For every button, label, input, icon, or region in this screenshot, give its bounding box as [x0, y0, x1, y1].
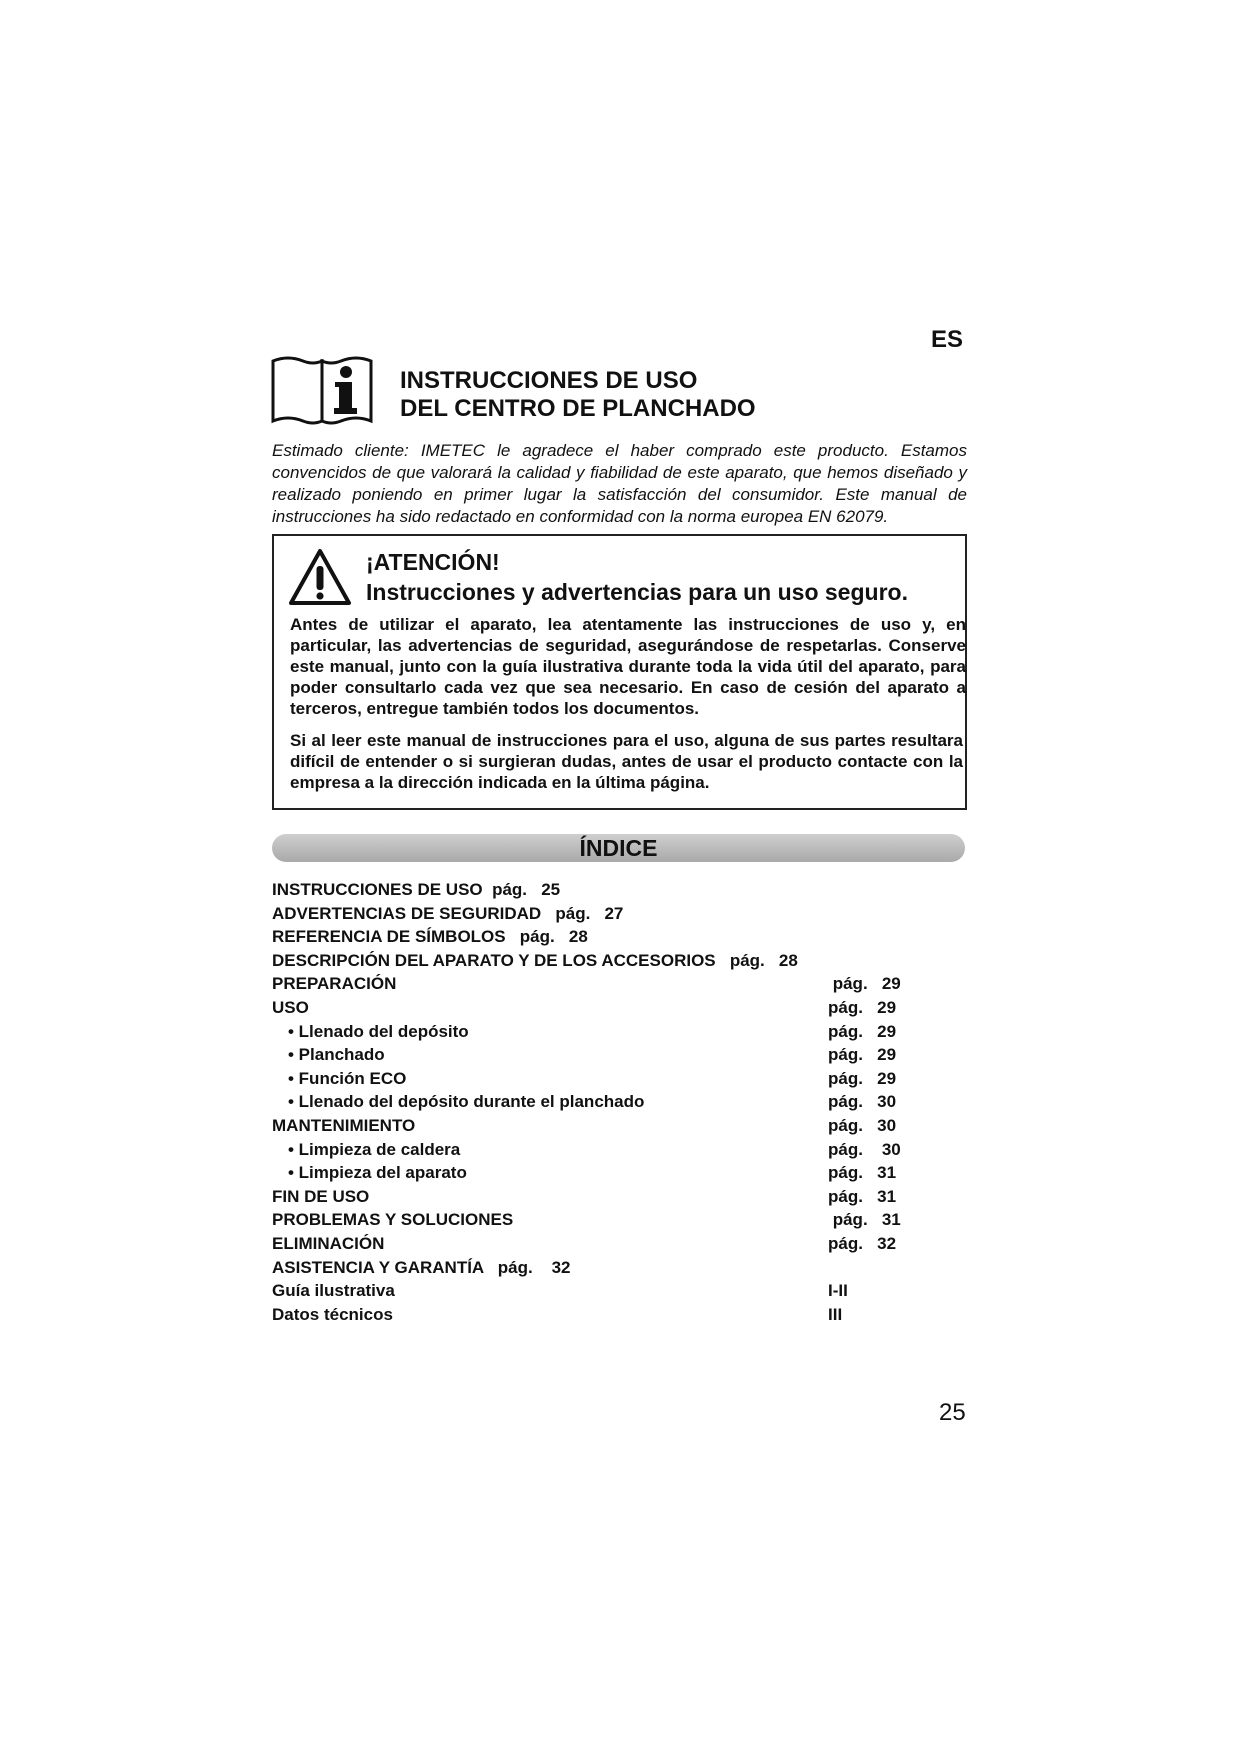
toc-entry: [272, 1022, 972, 1046]
toc-entry-page: pág. 29: [828, 1068, 897, 1088]
toc-entry-label: ASISTENCIA Y GARANTÍA pág. 32: [272, 1257, 571, 1277]
manual-info-icon: [270, 355, 375, 427]
toc-entry-label: Datos técnicos: [272, 1304, 393, 1324]
toc-entry-label: Guía ilustrativa: [272, 1281, 395, 1301]
toc-entry-label: • Planchado: [288, 1045, 385, 1065]
toc-entry-page: pág. 32: [828, 1233, 897, 1253]
index-heading: ÍNDICE: [272, 834, 965, 862]
toc-entry-page: pág. 30: [828, 1139, 901, 1159]
toc-entry: [272, 1092, 972, 1116]
toc-entry-label: PREPARACIÓN: [272, 974, 397, 994]
toc-entry-label: FIN DE USO: [272, 1186, 370, 1206]
toc-entry-label: ELIMINACIÓN: [272, 1233, 385, 1253]
toc-entry: [272, 998, 972, 1022]
toc-entry-page: pág. 29: [828, 974, 901, 994]
toc-entry-label: • Llenado del depósito: [288, 1021, 469, 1041]
warning-paragraph-1: Antes de utilizar el aparato, lea atentamente las instrucciones de uso y, en particular, las advertencias de seguridad, asegurándose de respetarlas. Conserve este manual, junto con la guía ilustrativa durante toda la vida útil del aparato, para poder consultarlo cada vez que sea necesario. En caso de cesión del aparato a terceros, entregue también todos los documentos.: [290, 615, 966, 718]
toc-entry: [272, 880, 972, 904]
toc-entry-page: pág. 31: [828, 1163, 897, 1183]
page-number: 25: [939, 1399, 966, 1426]
title-line-1: INSTRUCCIONES DE USO: [400, 367, 698, 394]
toc-entry-page: pág. 30: [828, 1115, 897, 1135]
toc-entry: [272, 1187, 972, 1211]
toc-entry: [272, 1116, 972, 1140]
toc-entry: [272, 927, 972, 951]
toc-entry-page: pág. 29: [828, 1045, 897, 1065]
toc-entry-label: ADVERTENCIAS DE SEGURIDAD pág. 27: [272, 903, 624, 923]
title-line-2: DEL CENTRO DE PLANCHADO: [400, 395, 756, 422]
toc-entry: [272, 1234, 972, 1258]
toc-entry-label: • Llenado del depósito durante el planchado: [288, 1092, 645, 1112]
intro-paragraph: Estimado cliente: IMETEC le agradece el haber comprado este producto. Estamos convencidos de que valorará la calidad y fiabilidad de este aparato, que hemos diseñado y realizado poniendo en primer lugar la satisfacción del consumidor. Este manual de instrucciones ha sido redactado en conformidad con la norma europea EN 62079.: [272, 441, 967, 526]
toc-entry-label: INSTRUCCIONES DE USO pág. 25: [272, 880, 561, 899]
toc-entry-label: • Limpieza del aparato: [288, 1163, 467, 1183]
toc-entry: [272, 1069, 972, 1093]
toc-entry: [272, 951, 972, 975]
toc-entry-page: pág. 29: [828, 1021, 897, 1041]
toc-entry-label: • Limpieza de caldera: [288, 1139, 461, 1159]
toc-entry: [272, 1210, 972, 1234]
toc-entry-label: DESCRIPCIÓN DEL APARATO Y DE LOS ACCESORIOS pág. 28: [272, 950, 798, 970]
toc-entry-label: • Función ECO: [288, 1068, 407, 1088]
warning-title-line-2: Instrucciones y advertencias para un uso seguro.: [366, 579, 908, 605]
toc-entry: [272, 1140, 972, 1164]
toc-entry-page: III: [828, 1304, 843, 1324]
toc-entry-page: pág. 29: [828, 997, 897, 1017]
toc-entry: [272, 974, 972, 998]
document-title: [400, 367, 756, 423]
toc-entry: [272, 904, 972, 928]
table-of-contents: [272, 880, 972, 1328]
toc-entry: [272, 1305, 972, 1329]
toc-entry: [272, 1258, 972, 1282]
toc-entry-page: pág. 31: [828, 1210, 901, 1230]
toc-entry: [272, 1163, 972, 1187]
toc-entry-label: MANTENIMIENTO: [272, 1115, 416, 1135]
toc-entry-page: I-II: [828, 1281, 848, 1301]
toc-entry-label: REFERENCIA DE SÍMBOLOS pág. 28: [272, 927, 588, 947]
toc-entry-page: pág. 31: [828, 1186, 897, 1206]
toc-entry: [272, 1281, 972, 1305]
language-code: ES: [931, 326, 964, 353]
toc-entry: [272, 1045, 972, 1069]
toc-entry-label: PROBLEMAS Y SOLUCIONES: [272, 1210, 514, 1230]
warning-title-line-1: ¡ATENCIÓN!: [366, 549, 500, 575]
warning-paragraph-2: Si al leer este manual de instrucciones para el uso, alguna de sus partes resultara difícil de entender o si surgieran dudas, antes de usar el producto contacte con la empresa a la dirección indicada en la última página.: [290, 731, 963, 792]
toc-entry-label: USO: [272, 997, 309, 1017]
warning-triangle-icon: [288, 548, 352, 606]
toc-entry-page: pág. 30: [828, 1092, 897, 1112]
warning-title: [366, 547, 908, 607]
